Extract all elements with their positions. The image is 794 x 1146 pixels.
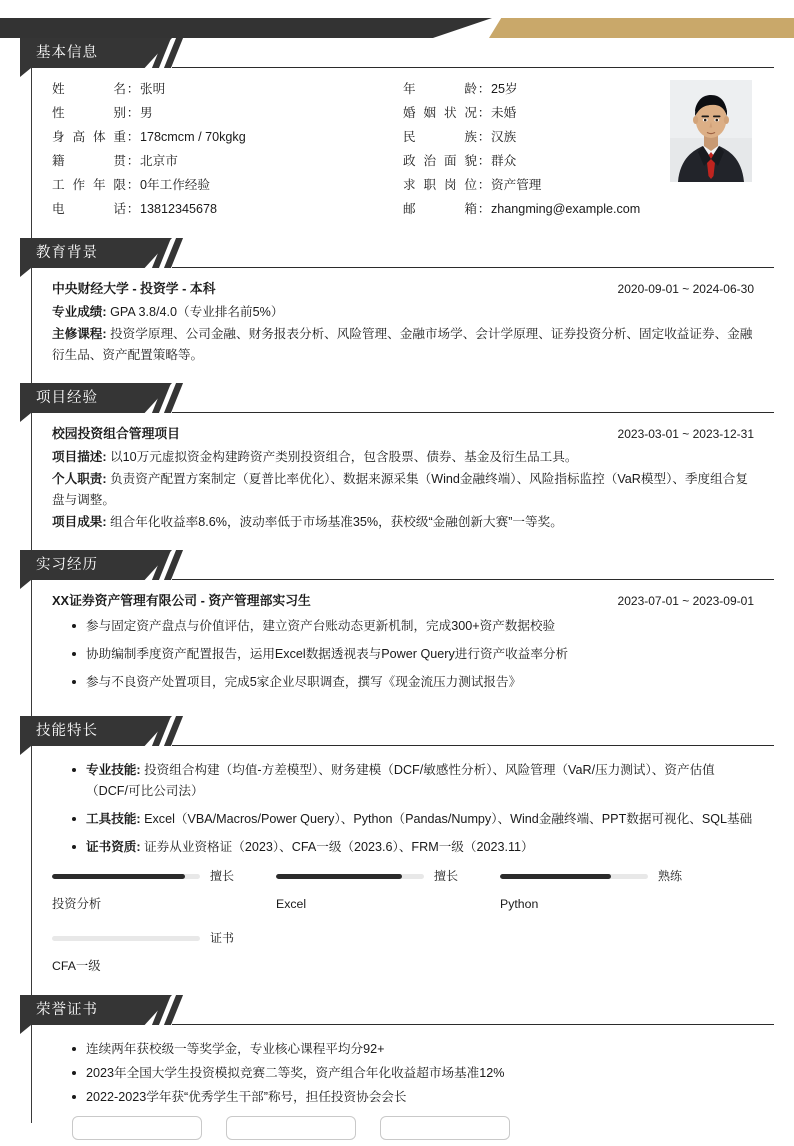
entry-header bbox=[52, 423, 754, 445]
info-value: 178cmcm / 70kgkg bbox=[140, 130, 246, 144]
info-row-left-0 bbox=[52, 78, 403, 102]
entry-detail-line bbox=[52, 324, 754, 366]
info-colon: ： bbox=[477, 202, 491, 216]
banner-gold-stripe bbox=[489, 18, 794, 38]
info-value: 张明 bbox=[140, 82, 166, 96]
entry-date: 2023-07-01 ~ 2023-09-01 bbox=[617, 594, 754, 608]
skill-bar-row bbox=[52, 927, 262, 949]
list-item bbox=[72, 809, 754, 830]
section-body-honors bbox=[32, 1025, 774, 1146]
entry-title: 中央财经大学 - 投资学 - 本科 bbox=[52, 281, 216, 296]
info-label: 求 职 岗 位 bbox=[403, 178, 477, 192]
info-value: 13812345678 bbox=[140, 202, 218, 216]
entry-bullet-list bbox=[52, 616, 754, 693]
entry-date: 2020-09-01 ~ 2024-06-30 bbox=[617, 282, 754, 296]
section-body-project bbox=[32, 413, 774, 540]
section-rule bbox=[172, 579, 774, 580]
entry-header bbox=[52, 278, 754, 300]
skill-bar-track bbox=[52, 874, 200, 879]
entry-title: 校园投资组合管理项目 bbox=[52, 426, 180, 441]
info-colon: ： bbox=[477, 154, 491, 168]
skill-category-label: 证书资质: bbox=[86, 840, 141, 854]
info-row-right-5 bbox=[403, 198, 754, 222]
list-item bbox=[72, 837, 754, 858]
section-internship bbox=[0, 550, 794, 706]
entry-detail-key: 项目描述: bbox=[52, 450, 107, 464]
basic-info-wrap bbox=[52, 78, 754, 222]
banner-dark-stripe bbox=[0, 18, 492, 38]
section-title-project: 项目经验 bbox=[36, 390, 98, 406]
list-item: 参与固定资产盘点与价值评估，建立资产台账动态更新机制，完成300+资产数据校验 bbox=[72, 616, 754, 637]
skill-bar-row bbox=[52, 865, 262, 887]
info-value: 男 bbox=[140, 106, 153, 120]
info-value: 群众 bbox=[491, 154, 517, 168]
skill-bar-4 bbox=[52, 927, 262, 977]
info-value: zhangming@example.com bbox=[491, 202, 641, 216]
skill-bar-row bbox=[276, 865, 486, 887]
honor-tag-chip-3 bbox=[380, 1116, 510, 1140]
info-colon: ： bbox=[477, 106, 491, 120]
skill-bar-1 bbox=[52, 865, 262, 915]
skills-bullet-list bbox=[52, 760, 754, 858]
section-body-basic-info bbox=[32, 68, 774, 228]
basic-info-grid bbox=[52, 78, 754, 222]
info-colon: ： bbox=[126, 130, 140, 144]
skill-bar-name: CFA一级 bbox=[52, 959, 101, 973]
entry-detail-key: 项目成果: bbox=[52, 515, 107, 529]
list-item: 2023年全国大学生投资模拟竞赛二等奖，资产组合年化收益超市场基准12% bbox=[72, 1063, 754, 1084]
entry-detail-value: GPA 3.8/4.0（专业排名前5%） bbox=[106, 305, 284, 319]
entry-detail-line bbox=[52, 447, 754, 468]
section-header-education bbox=[20, 238, 794, 268]
section-project bbox=[0, 383, 794, 540]
info-colon: ： bbox=[477, 82, 491, 96]
section-rule bbox=[172, 412, 774, 413]
entry-detail-value: 以10万元虚拟资金构建跨资产类别投资组合，包含股票、债券、基金及衍生品工具。 bbox=[106, 450, 578, 464]
section-body-internship bbox=[32, 580, 774, 706]
info-colon: ： bbox=[477, 130, 491, 144]
info-label: 姓 名 bbox=[52, 82, 126, 96]
section-rule bbox=[172, 267, 774, 268]
info-label: 年 龄 bbox=[403, 82, 477, 96]
section-rule bbox=[172, 67, 774, 68]
info-value: 未婚 bbox=[491, 106, 517, 120]
section-header-notch bbox=[20, 413, 31, 422]
skill-bar-row bbox=[500, 865, 710, 887]
skill-bar-track bbox=[500, 874, 648, 879]
skill-bar-name: Excel bbox=[276, 897, 307, 911]
section-skills bbox=[0, 716, 794, 995]
skill-bar-name: Python bbox=[500, 897, 539, 911]
section-basic-info bbox=[0, 38, 794, 228]
skill-category-label: 专业技能: bbox=[86, 763, 141, 777]
info-label: 性 别 bbox=[52, 106, 126, 120]
section-title-education: 教育背景 bbox=[36, 245, 98, 261]
skill-bar-fill bbox=[500, 874, 611, 879]
skill-category-value: 证券从业资格证（2023）、CFA一级（2023.6）、FRM一级（2023.11） bbox=[140, 840, 534, 854]
section-header-notch bbox=[20, 580, 31, 589]
info-value: 0年工作经验 bbox=[140, 178, 210, 192]
info-colon: ： bbox=[126, 178, 140, 192]
info-label: 婚 姻 状 况 bbox=[403, 106, 477, 120]
section-body-skills bbox=[32, 746, 774, 995]
info-row-left-1 bbox=[52, 102, 403, 126]
skill-category-label: 工具技能: bbox=[86, 812, 141, 826]
honor-tag-chip-2 bbox=[226, 1116, 356, 1140]
info-label: 工 作 年 限 bbox=[52, 178, 126, 192]
section-title-skills: 技能特长 bbox=[36, 723, 98, 739]
section-rule bbox=[172, 1024, 774, 1025]
entry-date: 2023-03-01 ~ 2023-12-31 bbox=[617, 427, 754, 441]
info-label: 籍 贯 bbox=[52, 154, 126, 168]
avatar-photo bbox=[670, 80, 752, 182]
skill-bar-name: 投资分析 bbox=[52, 897, 102, 911]
info-colon: ： bbox=[126, 106, 140, 120]
info-label: 民 族 bbox=[403, 130, 477, 144]
info-value: 25岁 bbox=[491, 82, 518, 96]
entry-detail-line bbox=[52, 302, 754, 323]
info-label: 政 治 面 貌 bbox=[403, 154, 477, 168]
info-label: 邮 箱 bbox=[403, 202, 477, 216]
info-label: 电 话 bbox=[52, 202, 126, 216]
section-education bbox=[0, 238, 794, 373]
entry-detail-key: 主修课程: bbox=[52, 327, 107, 341]
entry-detail-value: 投资学原理、公司金融、财务报表分析、风险管理、金融市场学、会计学原理、证券投资分析、固定收益证券、金融衍生品、资产配置策略等。 bbox=[52, 327, 753, 362]
honors-bullet-list bbox=[52, 1039, 754, 1108]
info-colon: ： bbox=[126, 154, 140, 168]
section-header-notch bbox=[20, 268, 31, 277]
section-header-honors bbox=[20, 995, 794, 1025]
section-header-skills bbox=[20, 716, 794, 746]
basic-info-column-left bbox=[52, 78, 403, 222]
info-colon: ： bbox=[477, 178, 491, 192]
info-colon: ： bbox=[126, 82, 140, 96]
section-title-internship: 实习经历 bbox=[36, 557, 98, 573]
entry-header bbox=[52, 590, 754, 612]
entry-detail-key: 个人职责: bbox=[52, 472, 107, 486]
entry-detail-value: 负责资产配置方案制定（夏普比率优化）、数据来源采集（Wind金融终端）、风险指标监控（VaR模型）、季度组合复盘与调整。 bbox=[52, 472, 748, 507]
skill-bar-track bbox=[52, 936, 200, 941]
info-value: 资产管理 bbox=[491, 178, 542, 192]
entry-title: XX证券资产管理有限公司 - 资产管理部实习生 bbox=[52, 593, 311, 608]
honors-tag-row bbox=[72, 1116, 754, 1140]
skill-bar-track bbox=[276, 874, 424, 879]
info-row-left-5 bbox=[52, 198, 403, 222]
section-header-notch bbox=[20, 1025, 31, 1034]
info-row-left-2 bbox=[52, 126, 403, 150]
section-header-notch bbox=[20, 68, 31, 77]
skill-bar-fill bbox=[276, 874, 402, 879]
entry-detail-value: 组合年化收益率8.6%，波动率低于市场基准35%，获校级“金融创新大赛”一等奖。 bbox=[106, 515, 563, 529]
skill-bar-level-label: 熟练 bbox=[658, 869, 683, 883]
list-item bbox=[72, 760, 754, 802]
section-title-honors: 荣誉证书 bbox=[36, 1002, 98, 1018]
skill-bar-3 bbox=[500, 865, 710, 915]
entry-detail-line bbox=[52, 469, 754, 511]
honor-tag-chip-1 bbox=[72, 1116, 202, 1140]
section-header-basic-info bbox=[20, 38, 794, 68]
section-header-project bbox=[20, 383, 794, 413]
section-title-basic-info: 基本信息 bbox=[36, 45, 98, 61]
skill-bar-group bbox=[52, 865, 754, 989]
info-row-left-3 bbox=[52, 150, 403, 174]
skill-bar-2 bbox=[276, 865, 486, 915]
info-row-left-4 bbox=[52, 174, 403, 198]
list-item: 参与不良资产处置项目，完成5家企业尽职调查，撰写《现金流压力测试报告》 bbox=[72, 672, 754, 693]
skill-category-value: 投资组合构建（均值-方差模型）、财务建模（DCF/敏感性分析）、风险管理（VaR/压力测试）、资产估值（DCF/可比公司法） bbox=[86, 763, 715, 798]
skill-bar-fill bbox=[52, 874, 185, 879]
entry-detail-line bbox=[52, 512, 754, 533]
section-header-internship bbox=[20, 550, 794, 580]
list-item: 协助编制季度资产配置报告，运用Excel数据透视表与Power Query进行资产收益率分析 bbox=[72, 644, 754, 665]
section-header-notch bbox=[20, 746, 31, 755]
skill-bar-level-label: 擅长 bbox=[434, 869, 459, 883]
info-value: 北京市 bbox=[140, 154, 178, 168]
section-honors bbox=[0, 995, 794, 1146]
list-item: 2022-2023学年获“优秀学生干部”称号，担任投资协会会长 bbox=[72, 1087, 754, 1108]
skill-bar-level-label: 证书 bbox=[210, 931, 235, 945]
list-item: 连续两年获校级一等奖学金，专业核心课程平均分92+ bbox=[72, 1039, 754, 1060]
info-value: 汉族 bbox=[491, 130, 517, 144]
section-body-education bbox=[32, 268, 774, 373]
skill-category-value: Excel（VBA/Macros/Power Query）、Python（Pandas/Numpy）、Wind金融终端、PPT数据可视化、SQL基础 bbox=[140, 812, 753, 826]
skill-bar-level-label: 擅长 bbox=[210, 869, 235, 883]
resume-page bbox=[0, 38, 794, 1146]
top-banner bbox=[0, 18, 794, 38]
info-colon: ： bbox=[126, 202, 140, 216]
entry-detail-key: 专业成绩: bbox=[52, 305, 107, 319]
info-label: 身 高 体 重 bbox=[52, 130, 126, 144]
section-rule bbox=[172, 745, 774, 746]
